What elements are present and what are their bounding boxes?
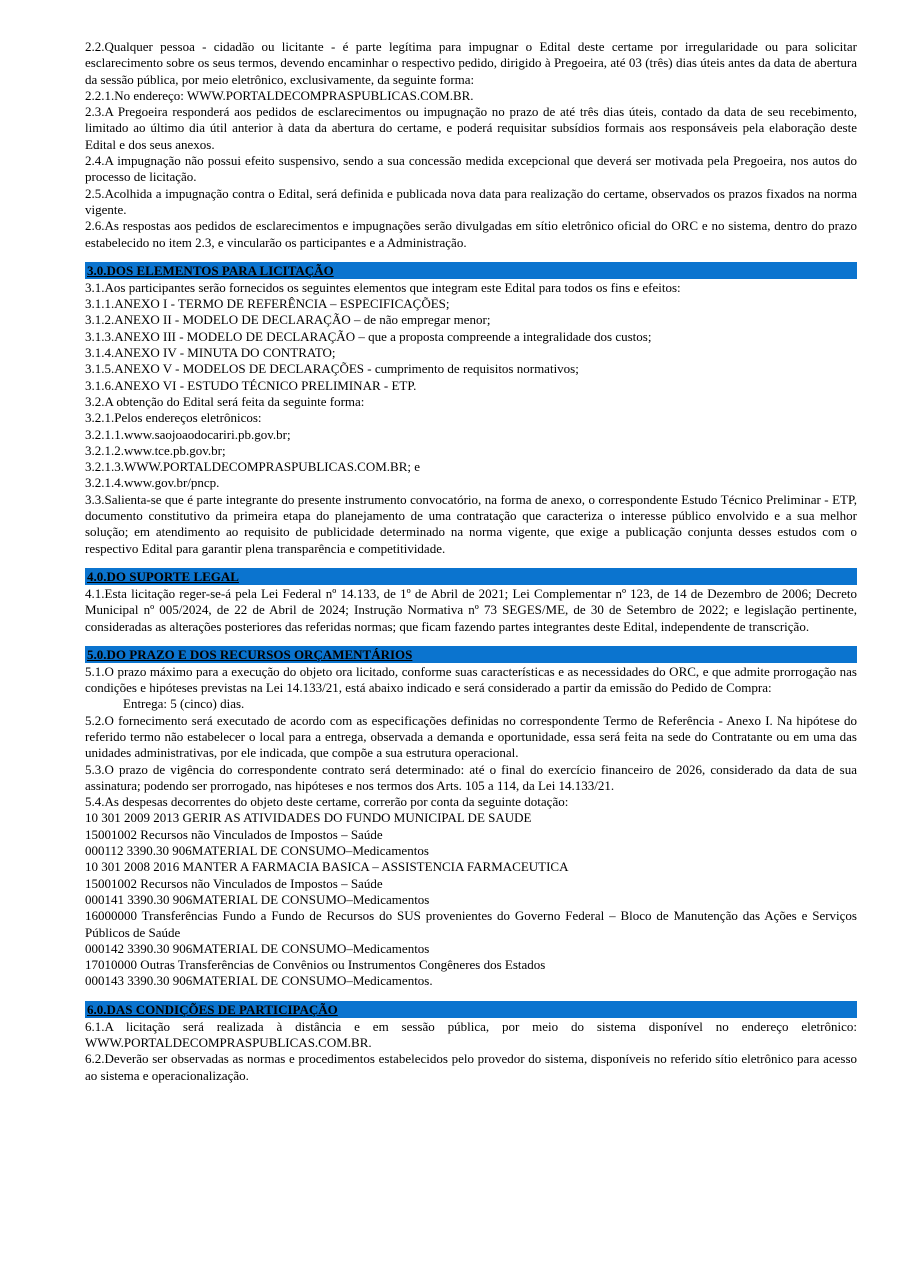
paragraph: 3.2.1.3.WWW.PORTALDECOMPRASPUBLICAS.COM.BR; e (85, 459, 421, 475)
paragraph: 3.2.1.4.www.gov.br/pncp. (85, 475, 220, 491)
paragraph: 000112 3390.30 906MATERIAL DE CONSUMO–Medicamentos (85, 843, 429, 859)
paragraph: 3.1.3.ANEXO III - MODELO DE DECLARAÇÃO – que a proposta compreende a integralidade dos custos; (85, 328, 652, 344)
paragraph: 5.2.O fornecimento será executado de acordo com as especificações definidas no correspondente Termo de Referência - Anexo I. Na hipótese do referido termo não estabelecer o local para a entrega, observada a demanda e oportunidade, essa será feita na sede do Contratante ou em uma das unidades administrativas, por ele indicada, que compõe a sua estrutura operacional. (85, 712, 857, 761)
section-header: 3.0.DOS ELEMENTOS PARA LICITAÇÃO (85, 262, 857, 279)
section-header: 4.0.DO SUPORTE LEGAL (85, 568, 857, 585)
paragraph: 2.3.A Pregoeira responderá aos pedidos de esclarecimentos ou impugnação no prazo de até três dias úteis, contado da data de seu recebimento, limitado ao último dia útil anterior à data da abertura do certame, e poderá requisitar subsídios formais aos responsáveis pela elaboração deste Edital e dos seus anexos. (85, 104, 857, 152)
paragraph: 10 301 2009 2013 GERIR AS ATIVIDADES DO FUNDO MUNICIPAL DE SAUDE (85, 810, 532, 826)
paragraph: 15001002 Recursos não Vinculados de Impostos – Saúde (85, 826, 383, 842)
paragraph: 5.1.O prazo máximo para a execução do objeto ora licitado, conforme suas características e as necessidades do ORC, e que admite prorrogação nas condições e hipóteses previstas na Lei 14.133/21, está abaixo indicado e será considerado a partir da emissão do Pedido de Compra: (85, 663, 857, 696)
paragraph: 3.1.4.ANEXO IV - MINUTA DO CONTRATO; (85, 345, 336, 361)
paragraph: 3.1.1.ANEXO I - TERMO DE REFERÊNCIA – ESPECIFICAÇÕES; (85, 296, 450, 312)
paragraph: 10 301 2008 2016 MANTER A FARMACIA BASICA – ASSISTENCIA FARMACEUTICA (85, 859, 569, 875)
paragraph: 2.5.Acolhida a impugnação contra o Edital, será definida e publicada nova data para realização do certame, observados os prazos fixados na norma vigente. (85, 185, 857, 217)
paragraph: 5.3.O prazo de vigência do correspondente contrato será determinado: até o final do exercício financeiro de 2026, considerado da data de sua assinatura; podendo ser prorrogado, nas hipóteses e nos termos dos Arts. 105 a 114, da Lei 14.133/21. (85, 761, 857, 793)
section-header: 5.0.DO PRAZO E DOS RECURSOS ORÇAMENTÁRIOS (85, 646, 857, 663)
paragraph: 3.1.Aos participantes serão fornecidos os seguintes elementos que integram este Edital para todos os fins e efeitos: (85, 279, 681, 295)
paragraph: 3.2.1.2.www.tce.pb.gov.br; (85, 442, 226, 458)
paragraph: 000143 3390.30 906MATERIAL DE CONSUMO–Medicamentos. (85, 973, 433, 989)
paragraph: 3.1.2.ANEXO II - MODELO DE DECLARAÇÃO – de não empregar menor; (85, 312, 491, 328)
paragraph: 16000000 Transferências Fundo a Fundo de Recursos do SUS provenientes do Governo Federal – Bloco de Manutenção das Ações e Serviços Públicos de Saúde (85, 908, 857, 940)
paragraph: 3.2.1.1.www.saojoaodocariri.pb.gov.br; (85, 426, 291, 442)
paragraph: 2.2.1.No endereço: WWW.PORTALDECOMPRASPUBLICAS.COM.BR. (85, 87, 474, 103)
paragraph: 2.6.As respostas aos pedidos de esclarecimentos e impugnações serão divulgadas em sítio eletrônico oficial do ORC e no sistema, dentro do prazo estabelecido no item 2.3, e vincularão os participantes e a Administração. (85, 218, 857, 250)
paragraph: 000141 3390.30 906MATERIAL DE CONSUMO–Medicamentos (85, 891, 430, 907)
paragraph: 6.2.Deverão ser observadas as normas e procedimentos estabelecidos pelo provedor do sistema, disponíveis no referido sítio eletrônico para acesso ao sistema e operacionalização. (85, 1051, 857, 1083)
paragraph: 3.2.1.Pelos endereços eletrônicos: (85, 410, 262, 426)
paragraph: 3.3.Salienta-se que é parte integrante do presente instrumento convocatório, na forma de anexo, o correspondente Estudo Técnico Preliminar - ETP, documento constitutivo da primeira etapa do planejamento de uma contratação que caracteriza o interesse público envolvido e a sua melhor solução; em atendimento ao requisito de publicidade determinado na norma vigente, que exige a publicação conjunta desses estudos com o respectivo Edital para garantir plena transparência e competitividade. (85, 491, 857, 556)
paragraph: 2.2.Qualquer pessoa - cidadão ou licitante - é parte legítima para impugnar o Edital deste certame por irregularidade ou para solicitar esclarecimento sobre os seus termos, devendo encaminhar o respectivo pedido, dirigido à Pregoeira, até 03 (três) dias úteis antes da data de abertura da sessão pública, por meio eletrônico, exclusivamente, da seguinte forma: (85, 39, 857, 87)
paragraph: 17010000 Outras Transferências de Convênios ou Instrumentos Congêneres dos Estados (85, 957, 546, 973)
paragraph: 3.2.A obtenção do Edital será feita da seguinte forma: (85, 393, 365, 409)
paragraph: 3.1.5.ANEXO V - MODELOS DE DECLARAÇÕES - cumprimento de requisitos normativos; (85, 361, 579, 377)
paragraph: 5.4.As despesas decorrentes do objeto deste certame, correrão por conta da seguinte dotação: (85, 794, 569, 810)
paragraph: 3.1.6.ANEXO VI - ESTUDO TÉCNICO PRELIMINAR - ETP. (85, 377, 417, 393)
paragraph: 6.1.A licitação será realizada à distância e em sessão pública, por meio do sistema disponível no endereço eletrônico: WWW.PORTALDECOMPRASPUBLICAS.COM.BR. (85, 1018, 857, 1051)
paragraph: 15001002 Recursos não Vinculados de Impostos – Saúde (85, 875, 383, 891)
indented-paragraph: Entrega: 5 (cinco) dias. (123, 696, 245, 712)
paragraph: 000142 3390.30 906MATERIAL DE CONSUMO–Medicamentos (85, 940, 430, 956)
paragraph: 2.4.A impugnação não possui efeito suspensivo, sendo a sua concessão medida excepcional que deverá ser motivada pela Pregoeira, nos autos do processo de licitação. (85, 153, 857, 185)
paragraph: 4.1.Esta licitação reger-se-á pela Lei Federal nº 14.133, de 1º de Abril de 2021; Lei Complementar nº 123, de 14 de Dezembro de 2006; Decreto Municipal nº 005/2024, de 22 de Abril de 2024; Instrução Normativa nº 73 SEGES/ME, de 30 de Setembro de 2022; e legislação pertinente, consideradas as alterações posteriores das referidas normas; que ficam fazendo partes integrantes deste Edital, independente de transcrição. (85, 585, 857, 634)
section-header: 6.0.DAS CONDIÇÕES DE PARTICIPAÇÃO (85, 1001, 857, 1018)
